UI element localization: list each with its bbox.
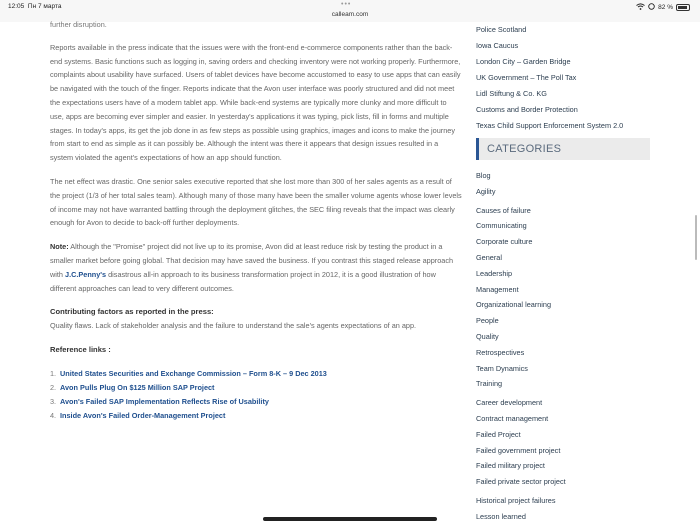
category-list	[476, 168, 656, 525]
reference-link[interactable]: United States Securities and Exchange Commission – Form 8-K – 9 Dec 2013	[60, 368, 327, 378]
category-link[interactable]: Management	[476, 284, 519, 294]
client-link[interactable]: UK Government – The Poll Tax	[476, 73, 577, 82]
client-link[interactable]: Customs and Border Protection	[476, 105, 578, 114]
reference-number: 4.	[50, 410, 57, 420]
client-link[interactable]: London City – Garden Bridge	[476, 57, 571, 66]
client-link[interactable]: Police Scotland	[476, 25, 527, 34]
category-link[interactable]: Career development	[476, 398, 543, 408]
reference-item	[50, 381, 462, 395]
client-link[interactable]: Iowa Caucus	[476, 41, 519, 50]
category-link[interactable]: Failed government project	[476, 445, 561, 455]
category-link[interactable]: Failed Project	[476, 429, 521, 439]
note-text: Although the "Promise" project did not live up to its promise, Avon did at least reduce risk by testing the product in a smaller market before going global. That decision may have saved the business. If you contrast this staged release approach with	[50, 242, 454, 279]
scrollbar[interactable]	[695, 215, 697, 260]
article-paragraph: The net effect was drastic. One senior sales executive reported that she lost more than 300 of her sales agents as a result of the project (1/3 of her total sales team). Although many of those many have been the smaller volume agents whose lower levels of income may not have warranted battling through the deployment glitches, the SEC filing reveals that the impact was clearly enough for Avon to decide to back-off further deployments.	[50, 176, 462, 228]
battery-icon	[676, 4, 690, 11]
reference-number: 2.	[50, 382, 57, 392]
category-link[interactable]: Causes of failure	[476, 205, 531, 215]
client-link[interactable]: Lidl Stiftung & Co. KG	[476, 89, 547, 98]
category-link[interactable]: Failed military project	[476, 461, 545, 471]
url-bar[interactable]: calleam.com	[331, 11, 369, 18]
category-link[interactable]: Corporate culture	[476, 237, 533, 247]
reference-link[interactable]: Avon's Failed SAP Implementation Reflects Rise of Usability	[60, 396, 269, 406]
factors-heading: Contributing factors as reported in the press:	[50, 307, 214, 317]
clock: 12:05	[8, 3, 25, 10]
wifi-icon	[636, 3, 645, 12]
factors-text: Quality flaws. Lack of stakeholder analysis and the failure to understand the sale's agents expectations of an app.	[50, 321, 417, 331]
category-link[interactable]: Quality	[476, 331, 499, 341]
date: Пн 7 марта	[27, 3, 62, 10]
article-cut-text: further disruption.	[50, 20, 107, 29]
reference-list	[50, 367, 462, 423]
client-list	[476, 22, 656, 134]
category-link[interactable]: Lesson learned	[476, 511, 526, 521]
category-link[interactable]: Team Dynamics	[476, 363, 528, 373]
orientation-lock-icon	[648, 3, 655, 12]
category-link[interactable]: Contract management	[476, 413, 549, 423]
article-body	[50, 18, 462, 423]
client-link[interactable]: Texas Child Support Enforcement System 2.0	[476, 121, 624, 130]
category-link[interactable]: Leadership	[476, 268, 513, 278]
category-link[interactable]: Blog	[476, 171, 491, 180]
category-link[interactable]: People	[476, 316, 499, 326]
category-link[interactable]: Failed private sector project	[476, 477, 566, 487]
category-link[interactable]: Historical project failures	[476, 495, 556, 505]
status-time	[8, 3, 61, 10]
category-link[interactable]: Organizational learning	[476, 300, 552, 310]
more-dots-icon[interactable]: •••	[341, 1, 352, 8]
category-link[interactable]: Agility	[476, 186, 496, 196]
sidebar	[476, 22, 656, 525]
note-label: Note:	[50, 242, 69, 252]
article-note	[50, 240, 462, 295]
status-indicators	[636, 3, 690, 12]
categories-heading: CATEGORIES	[476, 138, 650, 160]
home-indicator[interactable]	[263, 517, 437, 521]
reference-number: 1.	[50, 368, 57, 378]
jc-penny-link[interactable]: J.C.Penny's	[65, 269, 107, 279]
references-heading: Reference links :	[50, 344, 111, 354]
note-text: disastrous all-in approach to its business transformation project in 2012, it is a good illustration of how different approaches can lead to very different outcomes.	[50, 269, 436, 293]
reference-item	[50, 367, 462, 381]
category-link[interactable]: Communicating	[476, 221, 527, 231]
reference-number: 3.	[50, 396, 57, 406]
reference-link[interactable]: Avon Pulls Plug On $125 Million SAP Project	[60, 382, 215, 392]
category-link[interactable]: General	[476, 252, 502, 262]
battery-percent: 82 %	[658, 4, 673, 11]
reference-link[interactable]: Inside Avon's Failed Order-Management Project	[60, 410, 226, 420]
category-link[interactable]: Retrospectives	[476, 347, 525, 357]
reference-item	[50, 395, 462, 409]
reference-item	[50, 409, 462, 423]
article-paragraph: Reports available in the press indicate that the issues were with the front-end e-commerce components rather than the back-end systems. Basic functions such as logging in, saving orders and checking inventory were not working properly. Furthermore, complaints about usability have surfaced. Users of tablet devices have become accustomed to easy to use apps that can easily be navigated with the touch of the finger. Reports indicate that the Avon user interface was poorly structured and did not meet the expectations users have of a modern tablet app. While back-end systems are typically more clunky and more difficult to use, apps are becoming ever simpler and easier. In yesterday's applications it was typing, pick lists, fill in forms and multiple stages. In today's apps, its get the job done in as few steps as possible using graphics, images and icons to make the journey from start to end as simple as it can possibly be. Although the intent was there it appears that design issues resulted in a system violated the agent's expectations of how an app should function.	[50, 42, 461, 163]
category-link[interactable]: Training	[476, 379, 503, 389]
